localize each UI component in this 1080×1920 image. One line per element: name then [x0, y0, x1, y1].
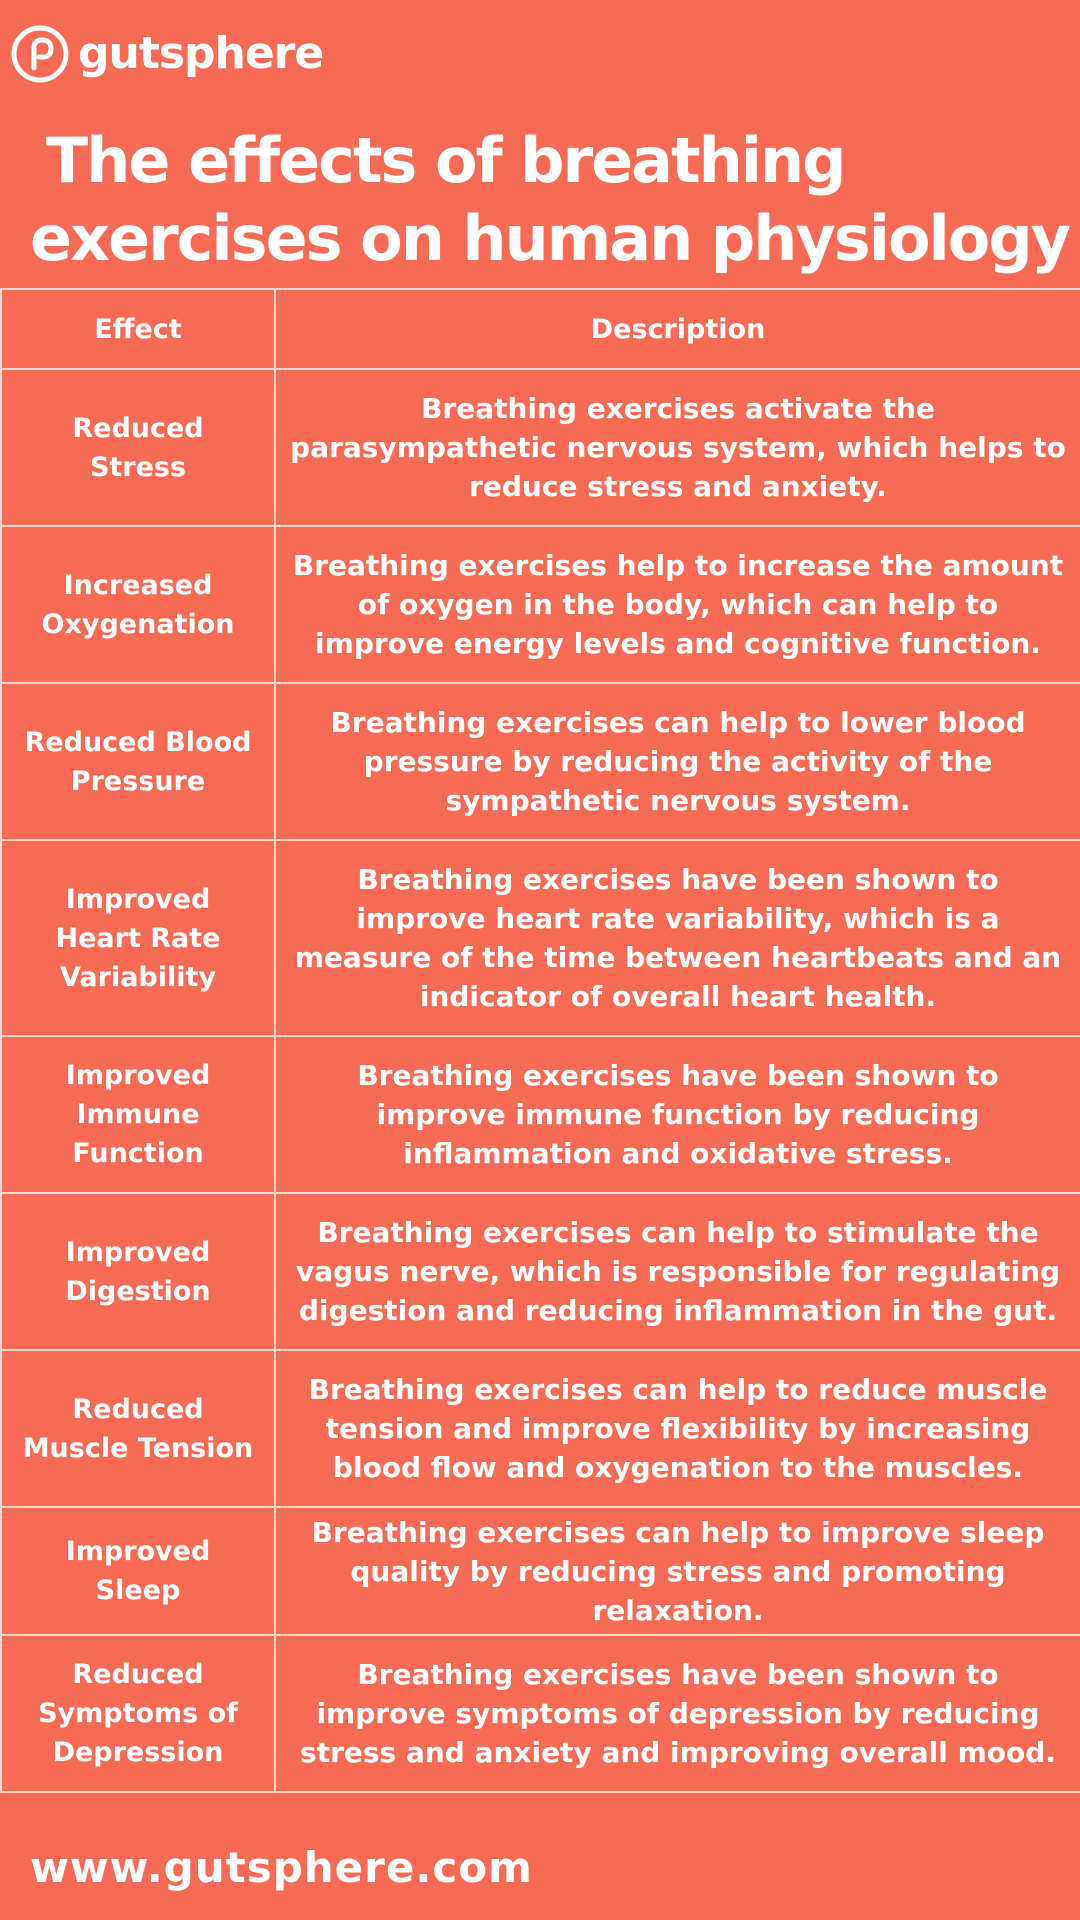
effect-cell: Improved Digestion	[1, 1193, 275, 1350]
effect-cell: Reduced Symptoms of Depression	[1, 1635, 275, 1792]
page-title-line-2: exercises on human physiology	[30, 202, 1070, 275]
table-header-row	[1, 289, 1080, 369]
description-cell: Breathing exercises help to increase the amount of oxygen in the body, which can help to improve energy levels and cognitive function.	[275, 526, 1080, 683]
table-row	[1, 683, 1080, 840]
effects-table	[0, 288, 1080, 1793]
description-cell: Breathing exercises activate the parasympathetic nervous system, which helps to reduce stress and anxiety.	[275, 369, 1080, 526]
description-cell: Breathing exercises can help to improve sleep quality by reducing stress and promoting relaxation.	[275, 1507, 1080, 1635]
description-cell: Breathing exercises can help to reduce muscle tension and improve flexibility by increasing blood flow and oxygenation to the muscles.	[275, 1350, 1080, 1507]
footer-website-url[interactable]: www.gutsphere.com	[30, 1843, 533, 1892]
description-cell: Breathing exercises have been shown to improve heart rate variability, which is a measure of the time between heartbeats and an indicator of overall heart health.	[275, 840, 1080, 1036]
description-cell: Breathing exercises have been shown to improve immune function by reducing inflammation and oxidative stress.	[275, 1036, 1080, 1193]
table-row	[1, 1193, 1080, 1350]
page-title	[30, 122, 1070, 278]
brand-name: gutsphere	[78, 28, 324, 79]
table-row	[1, 1635, 1080, 1792]
description-cell: Breathing exercises can help to stimulate the vagus nerve, which is responsible for regulating digestion and reducing inflammation in the gut.	[275, 1193, 1080, 1350]
page-title-line-1: The effects of breathing	[46, 124, 845, 197]
effect-cell: Improved Sleep	[1, 1507, 275, 1635]
description-cell: Breathing exercises have been shown to improve symptoms of depression by reducing stress and anxiety and improving overall mood.	[275, 1635, 1080, 1792]
effect-cell: Improved Heart Rate Variability	[1, 840, 275, 1036]
effect-cell: Increased Oxygenation	[1, 526, 275, 683]
table-row	[1, 840, 1080, 1036]
effect-cell: Reduced Stress	[1, 369, 275, 526]
brand	[10, 22, 323, 86]
table-row	[1, 369, 1080, 526]
table-row	[1, 1036, 1080, 1193]
table-row	[1, 526, 1080, 683]
table-row	[1, 1350, 1080, 1507]
effect-cell: Reduced Blood Pressure	[1, 683, 275, 840]
table-row	[1, 1507, 1080, 1635]
gutsphere-logo-icon	[10, 24, 70, 84]
effect-cell: Reduced Muscle Tension	[1, 1350, 275, 1507]
header-effect: Effect	[1, 289, 275, 369]
header-description: Description	[275, 289, 1080, 369]
description-cell: Breathing exercises can help to lower blood pressure by reducing the activity of the sympathetic nervous system.	[275, 683, 1080, 840]
effect-cell: Improved Immune Function	[1, 1036, 275, 1193]
